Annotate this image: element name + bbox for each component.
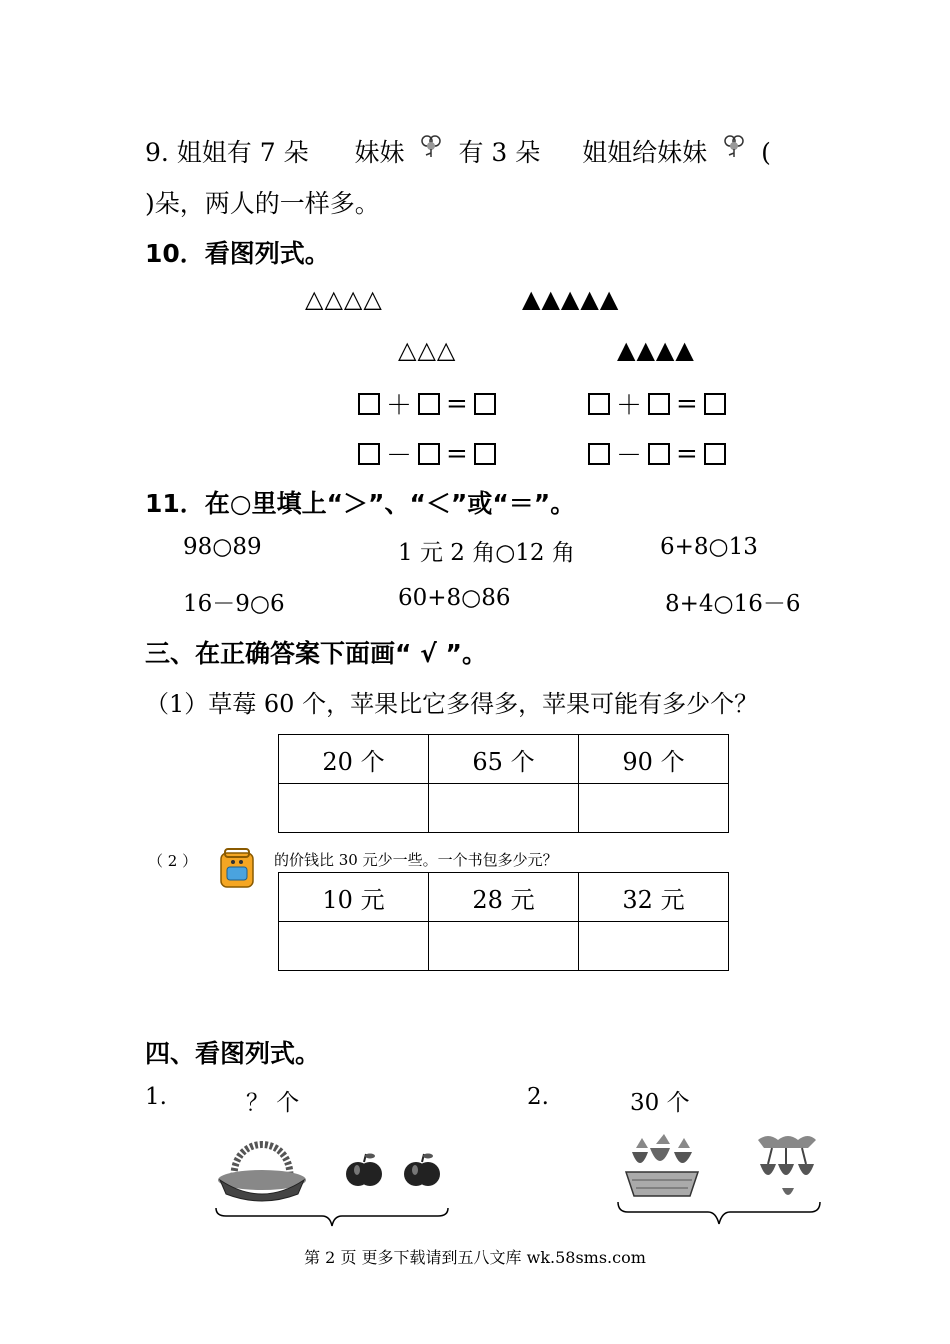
q9-text-3: 有 3 朵 (458, 138, 541, 167)
problem1-label: ？ 个 (246, 1090, 300, 1116)
section3-q2-label: （ 2 ） (148, 852, 198, 870)
answer-box[interactable] (474, 393, 496, 415)
answer-box[interactable] (588, 393, 610, 415)
section4-title: 四、看图列式。 (145, 1039, 321, 1068)
compare-item[interactable]: 60+8○86 (398, 585, 511, 611)
section3-q1-text: （1）草莓 60 个，苹果比它多得多，苹果可能有多少个？ (145, 690, 759, 718)
answer-box[interactable] (474, 443, 496, 465)
flower-icon (418, 133, 444, 159)
q10-title: 10．看图列式。 (145, 239, 330, 268)
minus-sign: － (616, 441, 643, 471)
strawberry-plant-icon (748, 1128, 820, 1202)
q9-text-5: ( (761, 138, 771, 167)
check-cell[interactable] (429, 922, 579, 971)
q9-text-1: 9. 姐姐有 7 朵 (145, 138, 309, 167)
option-cell: 28 元 (429, 873, 579, 922)
answer-box[interactable] (704, 393, 726, 415)
problem2-label: 30 个 (630, 1090, 690, 1116)
check-cell[interactable] (279, 784, 429, 833)
answer-box[interactable] (648, 443, 670, 465)
check-cell[interactable] (429, 784, 579, 833)
option-cell: 65 个 (429, 735, 579, 784)
white-triangles-row2: △△△ (398, 336, 457, 364)
equation-sub-right (588, 435, 726, 472)
q2-answer-table (278, 872, 729, 971)
plus-sign: ＋ (616, 391, 643, 421)
apple-icon (402, 1150, 442, 1192)
flower-icon (721, 133, 747, 159)
q9-line1 (145, 133, 771, 169)
equals-sign: = (676, 388, 698, 419)
problem2-number: 2. (527, 1084, 549, 1110)
answer-box[interactable] (358, 393, 380, 415)
white-triangles-row1: △△△△ (305, 285, 383, 313)
strawberry-basket-icon (622, 1134, 702, 1200)
equals-sign: = (446, 388, 468, 419)
option-cell: 32 元 (579, 873, 729, 922)
section3-q2-text: 的价钱比 30 元少一些。一个书包多少元？ (274, 851, 558, 869)
black-triangles-row1: ▲▲▲▲▲ (522, 285, 620, 313)
q11-title: 11．在○里填上“＞”、“＜”或“＝”。 (145, 489, 576, 518)
plus-sign: ＋ (386, 391, 413, 421)
answer-box[interactable] (588, 443, 610, 465)
problem1-number: 1. (145, 1084, 167, 1110)
equals-sign: = (676, 438, 698, 469)
answer-box[interactable] (358, 443, 380, 465)
black-triangles-row2: ▲▲▲▲ (617, 336, 695, 364)
section3-title: 三、在正确答案下面画“ √ ”。 (145, 639, 487, 668)
answer-box[interactable] (704, 443, 726, 465)
option-cell: 10 元 (279, 873, 429, 922)
check-cell[interactable] (579, 922, 729, 971)
answer-box[interactable] (418, 443, 440, 465)
compare-item[interactable]: 1 元 2 角○12 角 (398, 540, 575, 566)
equals-sign: = (446, 438, 468, 469)
page-footer: 第 2 页 更多下载请到五八文库 wk.58sms.com (304, 1248, 646, 1267)
compare-item[interactable]: 8+4○16－6 (665, 591, 801, 617)
answer-box[interactable] (418, 393, 440, 415)
apple-icon (344, 1150, 384, 1192)
q1-answer-table (278, 734, 729, 833)
option-cell: 20 个 (279, 735, 429, 784)
basket-icon (212, 1128, 312, 1204)
equation-add-left (358, 385, 496, 422)
q9-line2: )朵，两人的一样多。 (145, 189, 380, 218)
q9-text-4: 姐姐给妹妹 (582, 138, 708, 167)
compare-item[interactable]: 6+8○13 (660, 534, 758, 560)
compare-item[interactable]: 98○89 (183, 534, 262, 560)
brace-icon (616, 1200, 822, 1228)
backpack-icon (214, 845, 260, 891)
check-cell[interactable] (279, 922, 429, 971)
option-cell: 90 个 (579, 735, 729, 784)
minus-sign: － (386, 441, 413, 471)
check-cell[interactable] (579, 784, 729, 833)
brace-icon (214, 1206, 450, 1230)
equation-sub-left (358, 435, 496, 472)
equation-add-right (588, 385, 726, 422)
q9-text-2: 妹妹 (354, 138, 405, 167)
compare-item[interactable]: 16－9○6 (183, 591, 285, 617)
answer-box[interactable] (648, 393, 670, 415)
